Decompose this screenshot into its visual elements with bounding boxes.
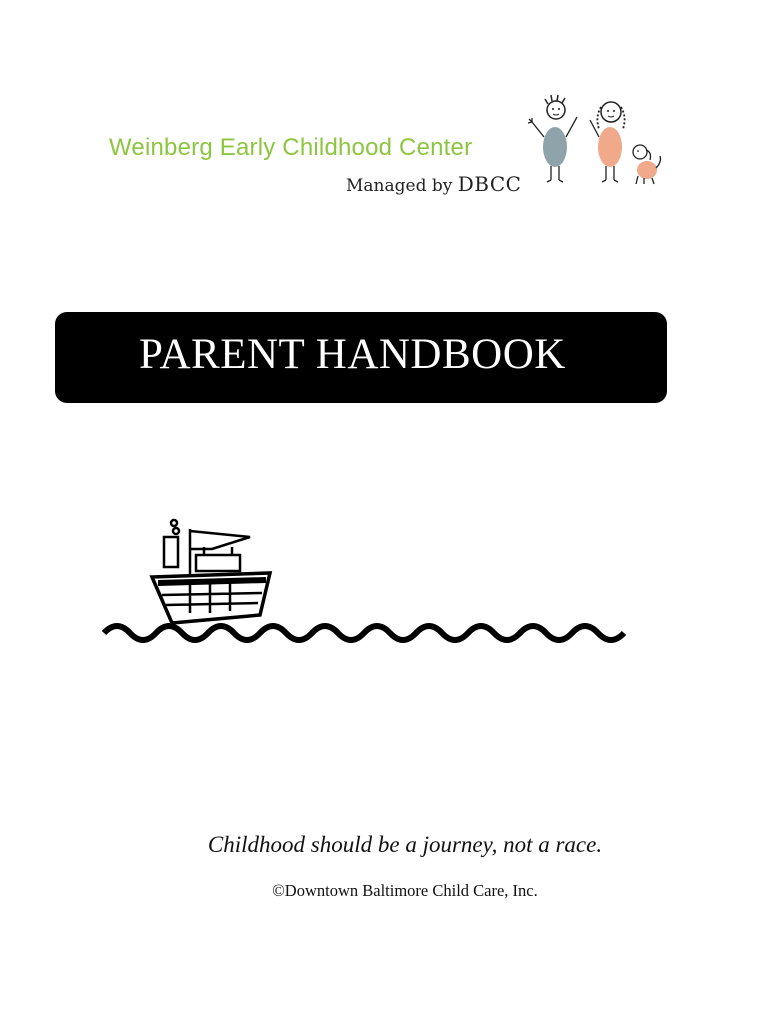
right-child-figure — [590, 102, 625, 182]
managed-by-org: DBCC — [457, 172, 522, 196]
boat-figure — [152, 520, 270, 623]
dog-figure — [633, 145, 661, 184]
page-title: PARENT HANDBOOK — [139, 331, 566, 378]
org-name: Weinberg Early Childhood Center — [109, 134, 473, 161]
tagline: Childhood should be a journey, not a race. — [207, 832, 603, 857]
title-banner — [55, 312, 667, 403]
managed-by-line — [346, 172, 521, 196]
wave-line — [104, 626, 624, 640]
boat-on-waves-drawing-icon — [100, 515, 640, 645]
children-and-dog-drawing-icon — [522, 92, 672, 192]
managed-by-prefix: Managed by — [346, 176, 453, 196]
left-child-figure — [528, 95, 577, 182]
copyright-notice: ©Downtown Baltimore Child Care, Inc. — [272, 881, 538, 900]
